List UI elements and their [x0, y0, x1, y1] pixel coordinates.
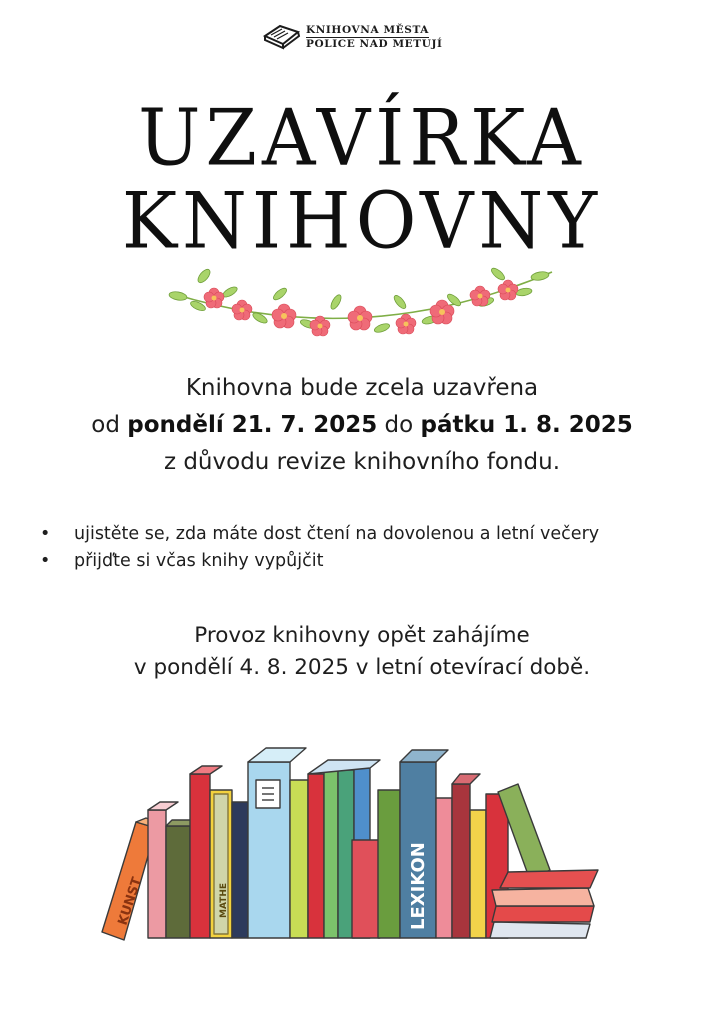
- title-line-2: KNIHOVNY: [121, 175, 603, 267]
- reopen-line-2: v pondělí 4. 8. 2025 v letní otevírací době.: [133, 655, 591, 680]
- list-item: [40, 521, 700, 548]
- announcement-to-word: do: [377, 412, 421, 438]
- closure-start-date: pondělí 21. 7. 2025: [127, 412, 378, 438]
- books-illustration: [90, 740, 610, 950]
- spine-label-lexikon: LEXIKON: [408, 842, 429, 930]
- reopening-notice: [0, 620, 724, 684]
- spine-label-mathe: MATHE: [219, 882, 229, 918]
- logo-line-2: POLICE NAD METUJÍ: [306, 38, 443, 50]
- open-book-icon: [262, 20, 302, 52]
- flower-garland-illustration: [168, 262, 558, 342]
- announcement-from-word: od: [91, 412, 128, 438]
- list-item-text: přijďte si včas knihy vypůjčit: [74, 551, 324, 571]
- library-logo: [262, 20, 472, 54]
- closure-end-date: pátku 1. 8. 2025: [420, 412, 633, 438]
- tips-list: [40, 521, 700, 575]
- closure-announcement: [0, 370, 724, 481]
- list-item-text: ujistěte se, zda máte dost čtení na dovolenou a letní večery: [74, 524, 600, 544]
- bullet-icon: •: [40, 524, 51, 544]
- bullet-icon: •: [40, 551, 51, 571]
- announcement-line-3: z důvodu revize knihovního fondu.: [163, 449, 561, 475]
- logo-line-1: KNIHOVNA MĚSTA: [306, 24, 430, 36]
- spine-label-kunst: KUNST: [115, 875, 146, 928]
- logo-text: [306, 24, 443, 50]
- reopen-line-1: Provoz knihovny opět zahájíme: [194, 623, 530, 648]
- title-line-1: UZAVÍRKA: [138, 92, 586, 184]
- list-item: [40, 548, 700, 575]
- announcement-line-1: Knihovna bude zcela uzavřena: [185, 375, 539, 401]
- announcement-line-2: [0, 407, 724, 444]
